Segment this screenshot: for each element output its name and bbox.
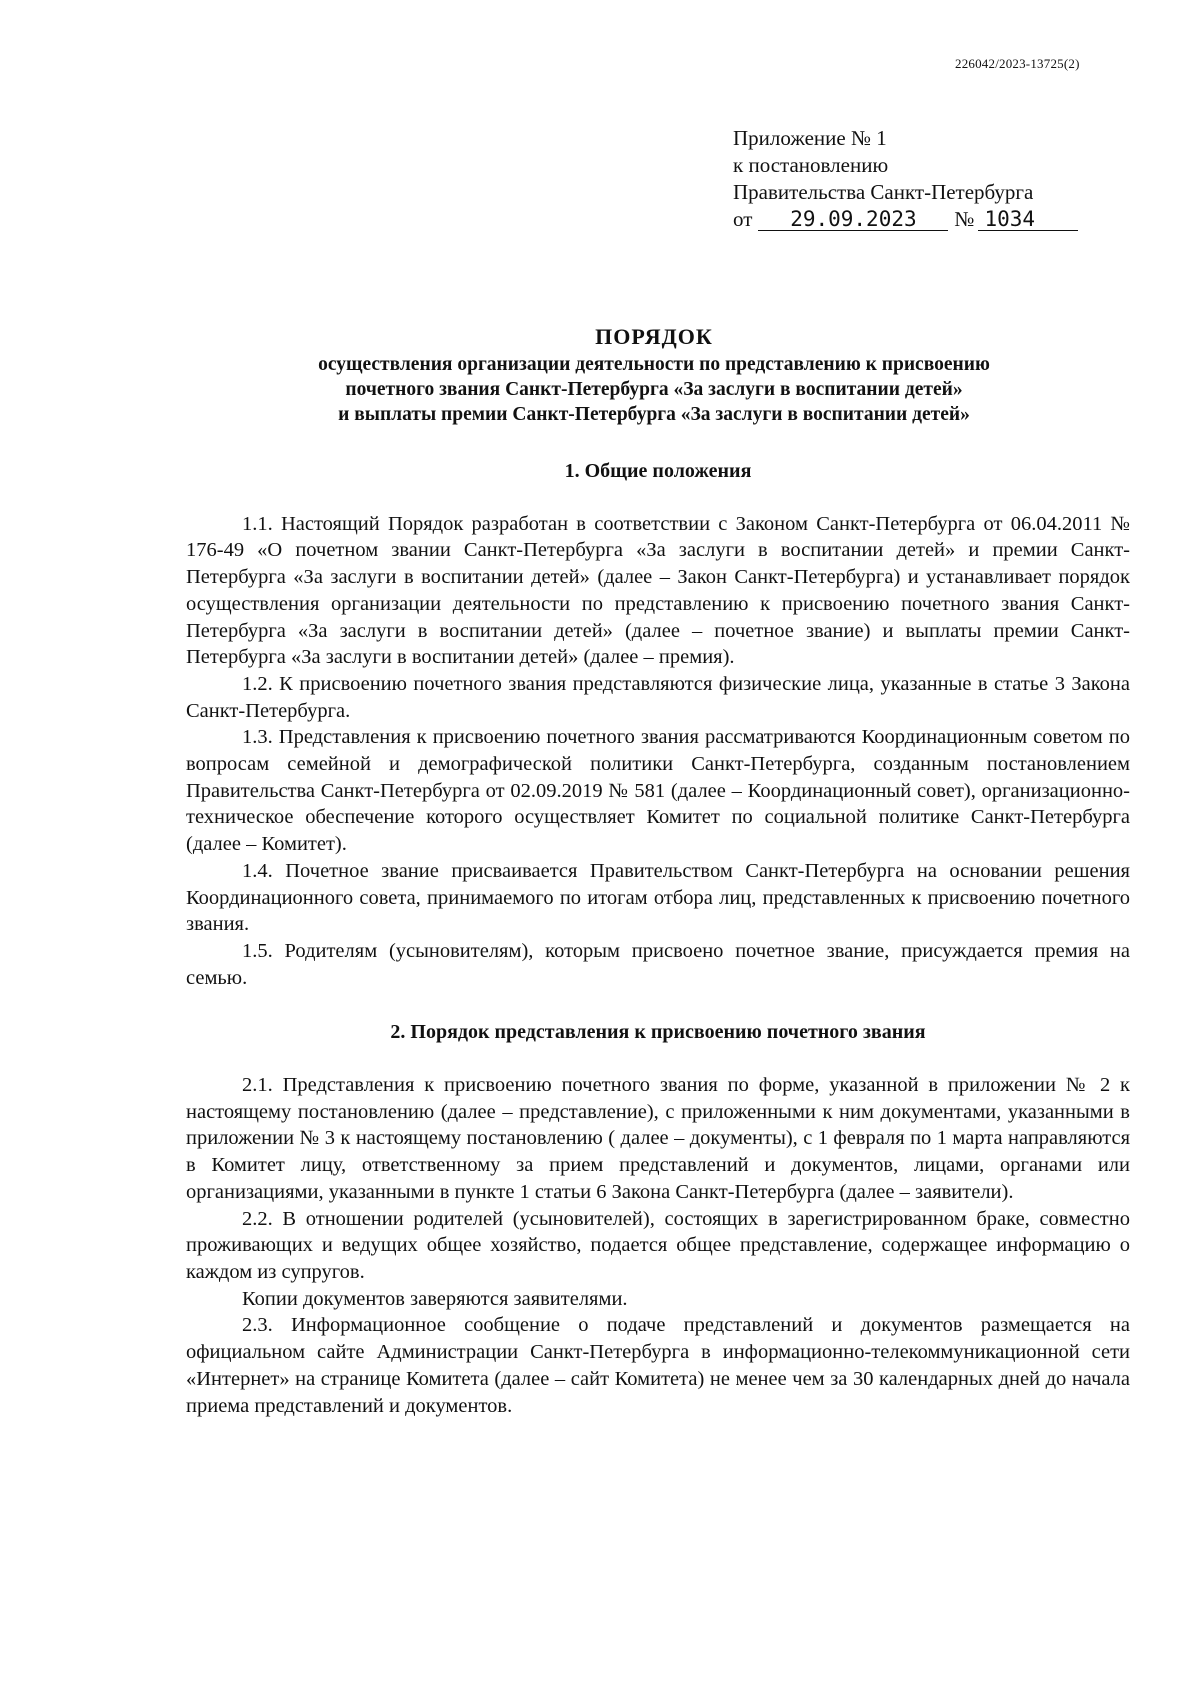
paragraph-2-1: 2.1. Представления к присвоению почетного звания по форме, указанной в приложении № 2 к настоящему постановлению (далее – представление), с приложенными к ним документами, указанными в приложении № 3 к настоящему постановлению ( далее – документы), с 1 февраля по 1 марта направляются в Комитет лицу, ответственному за прием представлений и документов, лицами, органами или организациями, указанными в пункте 1 статьи 6 Закона Санкт-Петербурга (далее – заявители).: [186, 1074, 1130, 1203]
paragraph-1-1: 1.1. Настоящий Порядок разработан в соответствии с Законом Санкт-Петербурга от 06.04.2011 № 176-49 «О почетном звании Санкт-Петербурга «За заслуги в воспитании детей» и премии Санкт-Петербурга «За заслуги в воспитании детей» (далее – Закон Санкт-Петербурга) и устанавливает порядок осуществления организации деятельности по представлению к присвоению почетного звания Санкт-Петербурга «За заслуги в воспитании детей» (далее – почетное звание) и выплаты премии Санкт-Петербурга «За заслуги в воспитании детей» (далее – премия).: [186, 512, 1130, 669]
paragraph-1-2: 1.2. К присвоению почетного звания представляются физические лица, указанные в статье 3 Закона Санкт-Петербурга.: [186, 672, 1130, 722]
title-sub-1: осуществления организации деятельности по представлению к присвоению: [318, 354, 990, 375]
document-body: [186, 458, 1130, 1419]
paragraph-1-4: 1.4. Почетное звание присваивается Правительством Санкт-Петербурга на основании решения Координационного совета, принимаемого по итогам отбора лиц, представленных к присвоению почетного звания.: [186, 859, 1130, 936]
paragraph-2-3: 2.3. Информационное сообщение о подаче представлений и документов размещается на официальном сайте Администрации Санкт-Петербурга в информационно-телекоммуникационной сети «Интернет» на странице Комитета (далее – сайт Комитета) не менее чем за 30 календарных дней до начала приема представлений и документов.: [186, 1314, 1130, 1417]
annex-number: 1034: [978, 208, 1078, 231]
annex-block: [733, 125, 1078, 233]
section-2-heading: 2. Порядок представления к присвоению почетного звания: [390, 1021, 926, 1044]
paragraph-1-3: 1.3. Представления к присвоению почетного звания рассматриваются Координационным советом по вопросам семейной и демографической политики Санкт-Петербурга, созданным постановлением Правительства Санкт-Петербурга от 02.09.2019 № 581 (далее – Координационный совет), организационно-техническое обеспечение которого осуществляет Комитет по социальной политике Санкт-Петербурга (далее – Комитет).: [186, 726, 1130, 856]
paragraph-2-2: 2.2. В отношении родителей (усыновителей), состоящих в зарегистрированном браке, совместно проживающих и ведущих общее хозяйство, подается общее представление, содержащее информацию о каждом из супругов.: [186, 1207, 1130, 1283]
annex-date-row: [733, 206, 1078, 233]
annex-line-1: Приложение № 1: [733, 126, 887, 150]
paragraph-1-5: 1.5. Родителям (усыновителям), которым присвоено почетное звание, присуждается премия на семью.: [186, 939, 1130, 989]
title-sub-2: почетного звания Санкт-Петербурга «За заслуги в воспитании детей»: [345, 379, 963, 400]
document-id: 226042/2023-13725(2): [955, 56, 1080, 71]
annex-line-3: Правительства Санкт-Петербурга: [733, 180, 1034, 204]
annex-date-prefix: от: [733, 207, 753, 231]
title-sub-3: и выплаты премии Санкт-Петербурга «За заслуги в воспитании детей»: [338, 404, 970, 425]
annex-number-prefix: №: [954, 207, 975, 231]
paragraph-2-2-copies: Копии документов заверяются заявителями.: [242, 1287, 628, 1310]
document-title: [186, 322, 1122, 427]
section-1-heading: 1. Общие положения: [564, 460, 752, 482]
annex-line-2: к постановлению: [733, 153, 889, 177]
title-main: ПОРЯДОК: [595, 324, 713, 349]
annex-date: 29.09.2023: [758, 208, 948, 231]
